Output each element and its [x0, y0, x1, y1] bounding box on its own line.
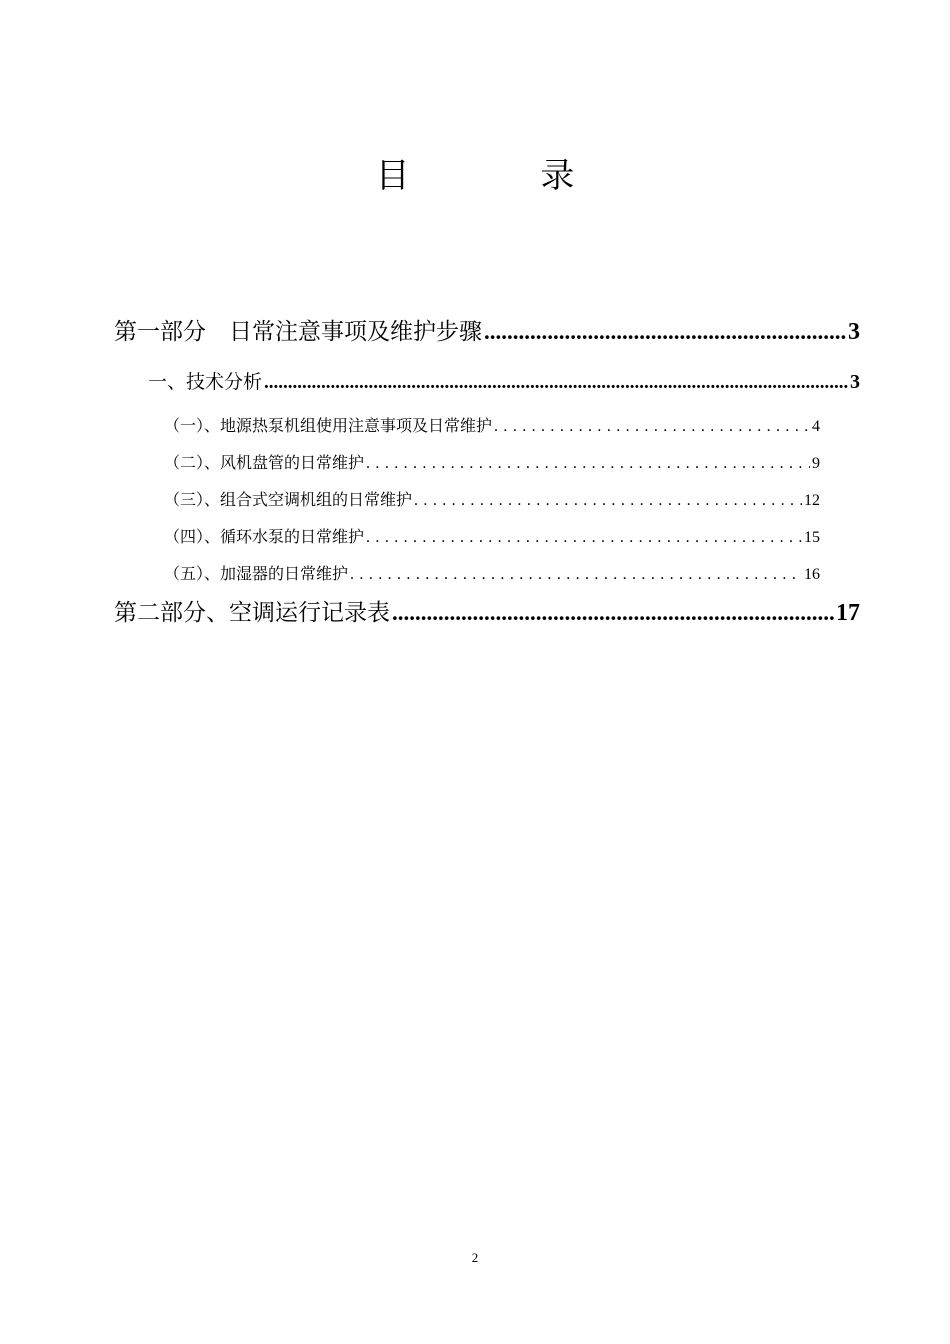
toc-entry-text: 第一部分 日常注意事项及维护步骤 [114, 319, 482, 345]
page-footer-number: 2 [471, 1250, 479, 1265]
toc-page-number: 3 [848, 319, 860, 345]
toc-entry-subsection-2[interactable] [164, 452, 820, 475]
toc-dot-leader [350, 564, 802, 586]
toc-entry-part-2[interactable] [114, 598, 860, 628]
toc-page-number: 4 [812, 418, 820, 435]
toc-entry-subsection-3[interactable] [164, 489, 820, 512]
toc-entry-text: （四）、循环水泵的日常维护 [164, 527, 365, 546]
toc-page-number: 12 [804, 492, 820, 509]
toc-dot-leader [484, 317, 846, 347]
toc-dot-leader [414, 490, 802, 512]
toc-dot-leader [494, 416, 810, 438]
toc-page-number: 3 [850, 371, 860, 393]
toc-page-number: 15 [804, 529, 820, 546]
toc-entry-text: （二）、风机盘管的日常维护 [164, 453, 365, 472]
toc-dot-leader [264, 370, 848, 396]
page-title: 目 录 [375, 156, 635, 196]
toc-dot-leader [366, 453, 810, 475]
toc-page-number: 17 [836, 600, 860, 626]
toc-entry-text: （五）、加湿器的日常维护 [164, 564, 349, 583]
toc-entry-text: 第二部分、空调运行记录表 [114, 600, 390, 626]
toc-page-number: 9 [812, 455, 820, 472]
toc-entry-part-1[interactable] [114, 317, 860, 347]
toc-dot-leader [366, 527, 802, 549]
toc-entry-text: （一）、地源热泵机组使用注意事项及日常维护 [164, 416, 493, 435]
toc-page-number: 16 [804, 566, 820, 583]
toc-entry-subsection-1[interactable] [164, 415, 820, 438]
toc-dot-leader [392, 598, 834, 628]
toc-entry-subsection-5[interactable] [164, 563, 820, 586]
toc-entry-text: 一、技术分析 [148, 371, 263, 393]
toc-entry-subsection-4[interactable] [164, 526, 820, 549]
toc-entry-section-1[interactable] [148, 369, 860, 396]
toc-entry-text: （三）、组合式空调机组的日常维护 [164, 490, 413, 509]
